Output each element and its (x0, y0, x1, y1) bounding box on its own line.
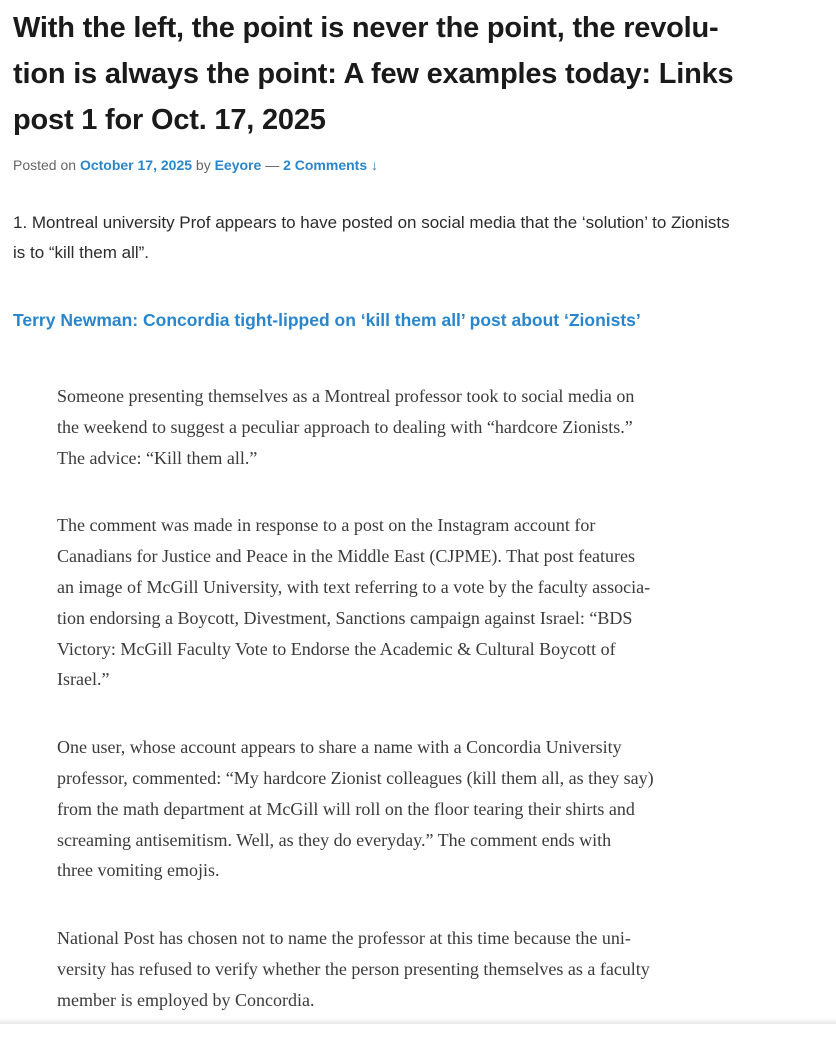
quote-line: the weekend to suggest a peculiar approach to dealing with “hardcore Zionists.” (57, 416, 633, 437)
quote-line: Israel.” (57, 669, 110, 690)
quote-line: Someone presenting themselves as a Montreal professor took to social media on (57, 386, 635, 406)
post-title-line: post 1 for Oct. 17, 2025 (13, 104, 326, 136)
quote-line: screaming antisemitism. Well, as they do everyday.” The comment ends with (57, 829, 612, 850)
intro-paragraph (13, 208, 823, 268)
article-blockquote (57, 381, 757, 1053)
intro-line: is to “kill them all”. (13, 243, 150, 262)
linked-article-headline[interactable]: Terry Newman: Concordia tight-lipped on ‘kill them all’ post about ‘Zionists’ (13, 310, 641, 330)
post-title (13, 0, 823, 143)
quote-line: National Post has chosen not to name the professor at this time because the uni- (57, 928, 631, 949)
quote-line: Canadians for Justice and Peace in the Middle East (CJPME). That post features (57, 546, 636, 567)
post-date-link[interactable]: October 17, 2025 (79, 157, 193, 173)
quote-paragraph (57, 381, 757, 473)
blog-post (13, 0, 823, 332)
quote-line: The comment was made in response to a post on the Instagram account for (57, 515, 596, 536)
post-meta (13, 155, 823, 175)
author-link[interactable]: Eeyore (214, 157, 262, 173)
post-title-line: With the left, the point is never the point, the revolu- (13, 12, 719, 44)
quote-line: professor, commented: “My hardcore Zionist colleagues (kill them all, as they say) (57, 767, 654, 788)
quote-line: from the math department at McGill will roll on the floor tearing their shirts and (57, 798, 635, 819)
quote-line: One user, whose account appears to share a name with a Concordia University (57, 737, 622, 758)
post-title-line: tion is always the point: A few examples today: Links (13, 58, 734, 90)
posted-on-label: Posted on (13, 157, 77, 173)
quote-paragraph (57, 510, 757, 695)
meta-separator: — (265, 157, 280, 173)
quote-line: versity has refused to verify whether the person presenting themselves as a faculty (57, 958, 650, 979)
quote-line: member is employed by Concordia. (57, 989, 315, 1010)
by-label: by (195, 157, 211, 173)
quote-paragraph (57, 923, 757, 1015)
page-bottom-edge (0, 1018, 836, 1024)
comments-link[interactable]: 2 Comments ↓ (283, 157, 378, 173)
quote-line: The advice: “Kill them all.” (57, 447, 258, 468)
quote-line: three vomiting emojis. (57, 860, 220, 881)
quote-paragraph (57, 732, 757, 886)
intro-line: 1. Montreal university Prof appears to have posted on social media that the ‘solution’ to Zionists (13, 213, 730, 232)
quote-line: an image of McGill University, with text referring to a vote by the faculty associa- (57, 576, 651, 597)
quote-line: Victory: McGill Faculty Vote to Endorse the Academic & Cultural Boycott of (57, 638, 616, 659)
quote-line: tion endorsing a Boycott, Divestment, Sanctions campaign against Israel: “BDS (57, 607, 633, 628)
